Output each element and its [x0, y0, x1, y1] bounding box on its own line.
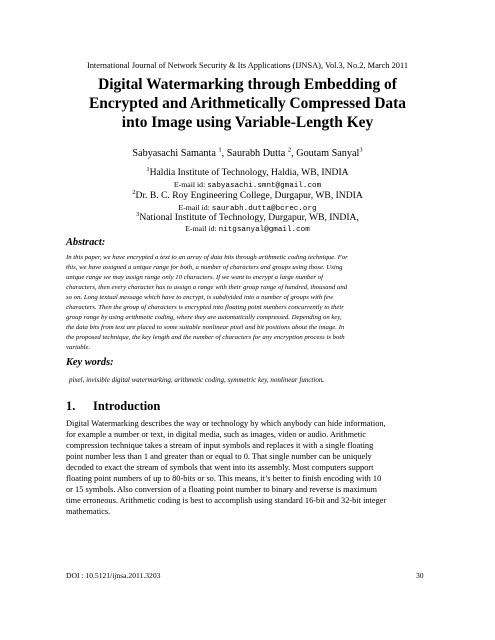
abstract-body [66, 253, 430, 353]
affiliation-marker: 3 [136, 210, 140, 218]
email-label: E-mail id: [185, 224, 219, 233]
intro-line: time erroneous. Arithmetic coding is best to accomplish using standard 16-bit and 32-bit integer [66, 496, 387, 506]
author-name: , Goutam Sanyal [291, 148, 360, 159]
intro-line: floating point numbers of up to 80-bits or so. This means, it’s better to finish encoding with 10 [66, 474, 382, 484]
journal-header: International Journal of Network Security & Its Applications (IJNSA), Vol.3, No.2, March 2011 [86, 61, 409, 70]
author-name: Sabyasachi Samanta [132, 148, 216, 159]
title-line: Digital Watermarking through Embedding of [98, 76, 397, 93]
abstract-line: group range by using arithmetic coding, where they are automatically compressed. Depending on key, [66, 313, 342, 321]
affiliation-name: Dr. B. C. Roy Engineering College, Durgapur, WB, INDIA [135, 190, 363, 201]
affiliation-name: National Institute of Technology, Durgapur, WB, INDIA, [139, 212, 359, 223]
title-line: Encrypted and Arithmetically Compressed Data [89, 95, 406, 112]
keywords-heading: Key words: [66, 357, 114, 368]
affiliation-3 [0, 212, 495, 223]
intro-line: or 15 symbols. Also conversion of a floating point number to binary and reverse is maximum [66, 485, 377, 495]
abstract-line: this, we have assigned a unique range for both, a number of characters and groups using those. Using [66, 263, 343, 271]
keywords-period: . [322, 376, 325, 384]
affiliation-2 [0, 190, 495, 201]
intro-line: point number less than 1 and greater than or equal to 0. That single number can be uniquely [66, 452, 372, 462]
abstract-line: characters. Then the group of characters is encrypted into floating point numbers concurrently to their [66, 303, 344, 311]
affiliation-marker: 3 [359, 146, 363, 154]
email-label: E-mail id: [173, 180, 208, 189]
intro-line: compression technique takes a stream of input symbols and replaces it with a single floating [66, 441, 374, 451]
section-heading-introduction [66, 399, 160, 414]
email-line-1 [0, 180, 495, 190]
affiliation-name: Haldia Institute of Technology, Haldia, WB, INDIA [149, 167, 349, 178]
intro-line: Digital Watermarking describes the way or technology by which anybody can hide information, [66, 419, 386, 428]
intro-line: mathematics. [66, 507, 111, 517]
intro-line: for example a number or text, in digital media, such as images, video or audio. Arithmetic [66, 430, 367, 440]
paper-title [60, 75, 435, 132]
abstract-line: unique range we may assign range only 10 characters. If we want to encrypt a large number of [66, 273, 323, 281]
footer-doi: DOI : 10.5121/ijnsa.2011.3203 [66, 571, 161, 580]
email-label: E-mail id: [178, 203, 212, 212]
section-number: 1. [66, 399, 76, 413]
keywords-text [69, 376, 324, 384]
abstract-line: characters, then every character has to assign a range with their group range of hundred, thousand and [66, 283, 348, 291]
abstract-line: the data bits from text are placed to some suitable nonlinear pixel and bit positions about the image. In [66, 323, 345, 331]
keywords-list: pixel, invisible digital watermarking, arithmetic coding, symmetric key, nonlinear function [69, 376, 323, 384]
abstract-line: the proposed technique, the key length and the number of characters for any encryption process is both [66, 333, 345, 341]
email-address: saurabh.dutta@bcrec.org [211, 205, 317, 213]
abstract-heading: Abstract: [66, 237, 106, 248]
affiliation-marker: 2 [132, 188, 136, 196]
title-line: into Image using Variable-Length Key [121, 114, 374, 131]
abstract-line: so on. Long textual message which have to encrypt, is subdivided into a number of groups with few [66, 293, 334, 301]
author-name: , Saurabh Dutta [221, 148, 286, 159]
introduction-body [66, 418, 430, 517]
section-title: Introduction [93, 399, 161, 413]
email-address: sabyasachi.smnt@gmail.com [207, 182, 322, 190]
abstract-line: variable. [66, 343, 91, 351]
affiliation-1 [0, 167, 495, 178]
email-address: nitgsanyal@gmail.com [218, 226, 310, 234]
intro-line: decoded to exact the stream of symbols that went into its assembly. Most computers support [66, 463, 374, 473]
email-line-3 [0, 224, 495, 234]
affiliation-marker: 1 [146, 165, 150, 173]
affiliation-marker: 2 [287, 146, 292, 154]
page-number: 30 [416, 571, 424, 580]
abstract-line: In this paper, we have encrypted a text to an array of data bits through arithmetic coding technique. For [66, 254, 348, 261]
author-list [0, 148, 495, 159]
affiliation-marker: 1 [218, 146, 222, 154]
